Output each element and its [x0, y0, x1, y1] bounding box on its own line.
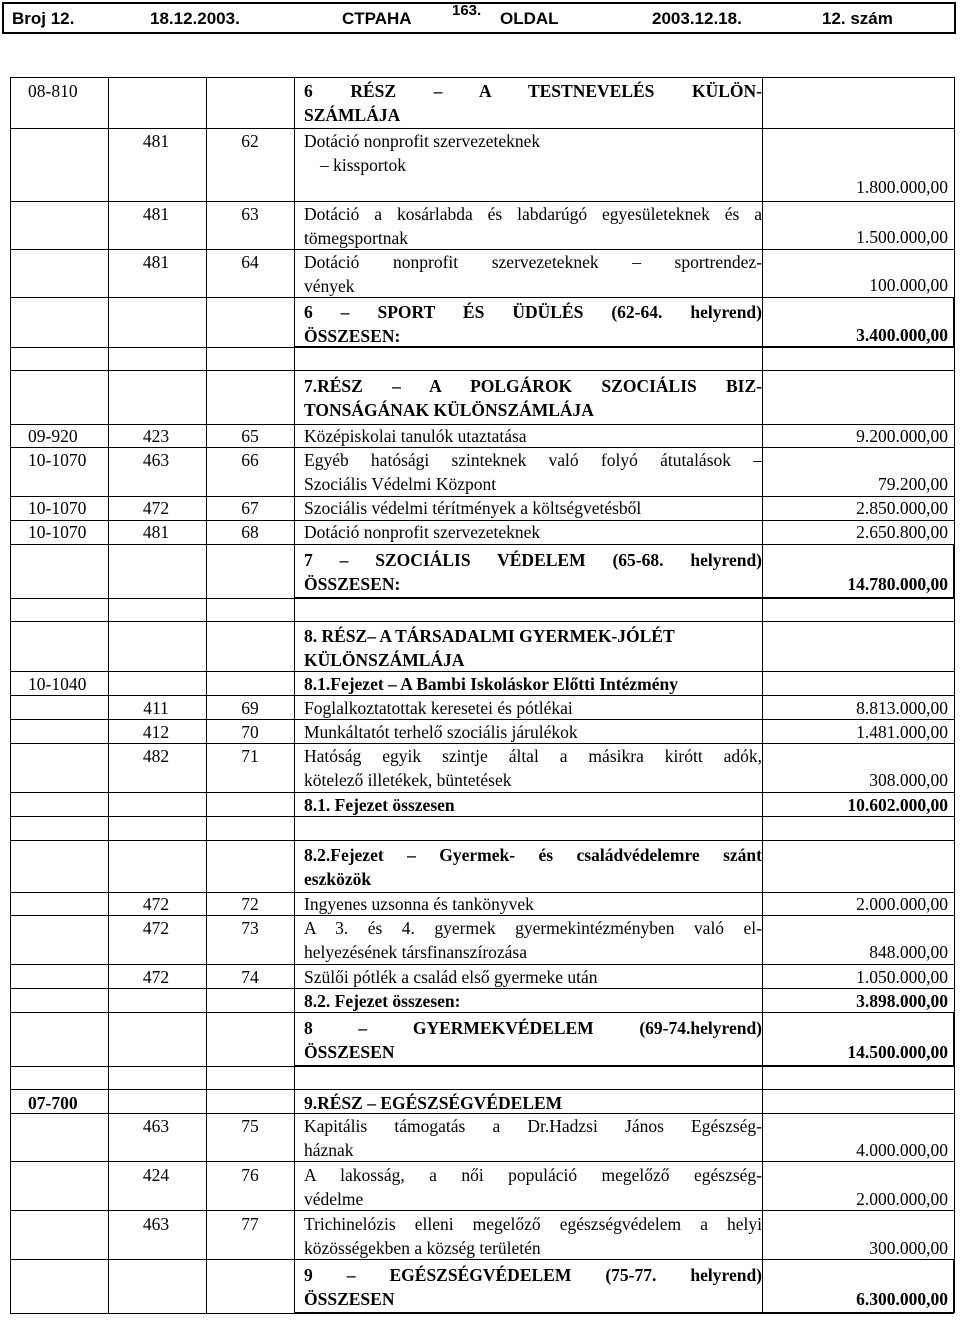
- function-code: 10-1040: [28, 674, 87, 694]
- issue-date: 18.12.2003.: [150, 9, 240, 28]
- function-code: 08-810: [28, 81, 78, 101]
- issue-date-iso: 2003.12.18.: [652, 9, 742, 28]
- section-title: 8. RÉSZ– A TÁRSADALMI GYERMEK-JÓLÉT KÜLÖNSZÁMLÁJA: [304, 626, 675, 670]
- section-title: 6 RÉSZ – A TESTNEVELÉS KÜLÖN- SZÁMLÁJA: [304, 81, 762, 125]
- page-label-cyrillic: CTPAHA: [342, 9, 412, 28]
- section-title: 9.RÉSZ – EGÉSZSÉGVÉDELEM: [304, 1093, 563, 1113]
- function-code: 07-700: [28, 1093, 78, 1113]
- issue-no: 12. szám: [822, 9, 893, 28]
- page-number: 163.: [452, 2, 482, 19]
- issue-number: Broj 12.: [12, 9, 75, 28]
- section-title: 7.RÉSZ – A POLGÁROK SZOCIÁLIS BIZ- TONSÁGÁNAK KÜLÖNSZÁMLÁJA: [304, 376, 762, 420]
- page-label-hungarian: OLDAL: [500, 9, 559, 28]
- chapter-title: 8.2.Fejezet – Gyermek- és családvédelemre szánt eszközök: [304, 845, 762, 889]
- chapter-title: 8.1.Fejezet – A Bambi Iskoláskor Előtti Intézmény: [304, 674, 678, 694]
